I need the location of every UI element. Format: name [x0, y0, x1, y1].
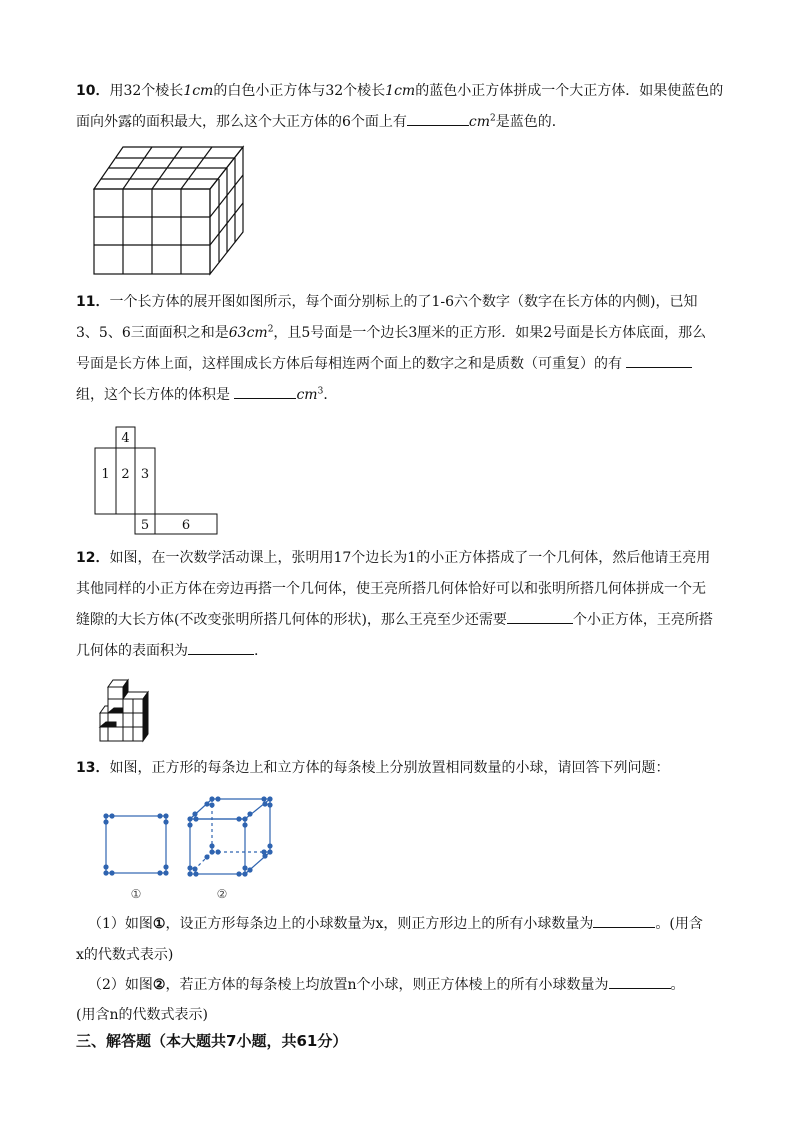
question-13: [76, 753, 748, 784]
net-label-2: 2: [121, 467, 130, 482]
cube-figure: [190, 799, 270, 874]
q11-number: 11．: [76, 294, 110, 310]
net-label-5: 5: [140, 518, 150, 533]
answer-blank[interactable]: [609, 972, 671, 989]
q12-line4: 几何体的表面积为 .: [76, 636, 748, 667]
q11-line4: 组，这个长方体的体积是 $cm^3$．: [76, 380, 748, 411]
net-label-3: 3: [140, 467, 150, 482]
answer-blank[interactable]: [507, 607, 573, 624]
q13-part-2: （2）如图②，若正方体的每条棱上均放置n个小球，则正方体棱上的所有小球数量为 。: [88, 970, 748, 1001]
answer-blank[interactable]: [234, 382, 296, 399]
q13-number: 13．: [76, 760, 110, 776]
q11-line1: 11．一个长方体的展开图如图所示，每个面分别标上的了1-6六个数字（数字在长方体的内侧)，已知: [76, 294, 698, 310]
question-12: [76, 543, 748, 667]
q12-number: 12．: [76, 550, 110, 566]
q12-line2: 其他同样的小正方体在旁边再搭一个几何体，使王亮所搭几何体恰好可以和张明所搭几何体拼成一个无: [76, 581, 706, 597]
question-10: [76, 76, 748, 138]
net-label-1: 1: [101, 467, 110, 482]
answer-blank[interactable]: [626, 351, 692, 368]
figure-2-label: ②: [216, 887, 228, 901]
q10-line2: 面向外露的面积最大，那么这个大正方体的6个面上有 $cm^2$是蓝色的．: [76, 107, 748, 138]
cuboid-net-figure: [94, 426, 220, 536]
square-balls: [103, 813, 168, 875]
q13-part-1-cont: x的代数式表示): [76, 947, 174, 963]
answer-blank[interactable]: [407, 109, 469, 126]
large-cube-figure: [92, 144, 248, 276]
q13-part-2-cont: (用含n的代数式表示): [76, 1007, 208, 1023]
q11-line2: 3、5、6三面面积之和是$63cm^2$，且5号面是一个边长3厘米的正方形．如果2号面是长方体底面，那么: [76, 324, 707, 341]
q10-line1: 10．用32个棱长1cm的白色小正方体与32个棱长1cm的蓝色小正方体拼成一个大正方体．如果使蓝色的: [76, 83, 724, 99]
answer-blank[interactable]: [188, 638, 254, 655]
answer-blank[interactable]: [593, 911, 655, 928]
net-label-6: 6: [181, 518, 191, 533]
q13-intro: 13．如图，正方形的每条边上和立方体的每条棱上分别放置相同数量的小球，请回答下列问题：: [76, 760, 670, 776]
q10-number: 10．: [76, 83, 110, 99]
square-figure: [106, 816, 166, 873]
ball-figures: [98, 792, 304, 902]
section-heading: 三、解答题（本大题共7小题，共61分）: [76, 1032, 348, 1050]
q12-line3: 缝隙的大长方体(不改变张明所搭几何体的形状)，那么王亮至少还需要 个小正方体，王亮所搭: [76, 605, 748, 636]
stacked-cubes-figure: [96, 677, 152, 743]
q12-line1: 12．如图，在一次数学活动课上，张明用17个边长为1的小正方体搭成了一个几何体，然后他请王亮用: [76, 550, 711, 566]
question-11: [76, 287, 748, 411]
figure-1-label: ①: [130, 887, 142, 901]
net-label-4: 4: [121, 431, 130, 446]
q13-part-1: （1）如图①，设正方形每条边上的小球数量为x，则正方形边上的所有小球数量为 。(用含: [88, 909, 748, 940]
q11-line3: 号面是长方体上面，这样围成长方体后每相连两个面上的数字之和是质数（可重复）的有: [76, 349, 748, 380]
